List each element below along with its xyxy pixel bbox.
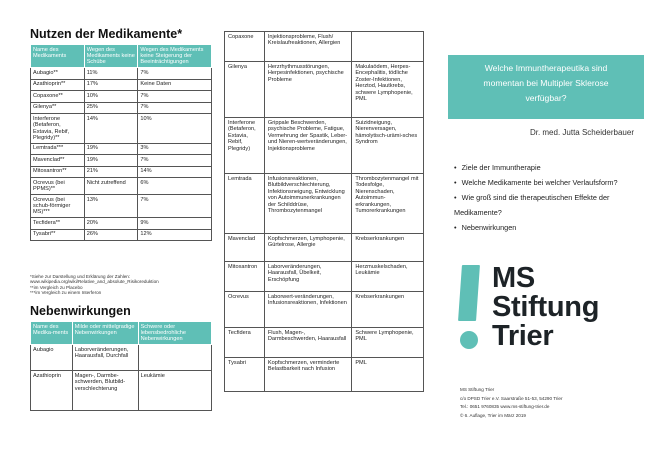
cell-value: 7% bbox=[138, 195, 212, 218]
drug-name: Mitoxantron bbox=[225, 262, 265, 292]
nebenwirkungen-table bbox=[30, 321, 212, 411]
drug-name: Ocrevus (bei PPMS)** bbox=[31, 178, 85, 195]
nutzen-header-beeintraechtigung: Wegen des Medikaments keine Steigerung der Beeinträchtigungen bbox=[138, 45, 212, 68]
drug-name: Copaxone** bbox=[31, 91, 85, 103]
topic-list bbox=[454, 160, 644, 235]
drug-name: Tecfidera bbox=[225, 328, 265, 358]
cell-value: Herzrhythmusstörungen, Herpesinfektionen, psychische Probleme bbox=[264, 62, 351, 118]
cell-value: Thrombozytenmangel mit Todesfolge, Nierenschaden, Autoimmun-erkrankungen, Tumorerkrankungen bbox=[352, 174, 424, 234]
address-line: c/o DPSD Trier e.V. Saarstraße 51-53, 54290 Trier bbox=[460, 395, 563, 401]
cell-value: PML bbox=[352, 358, 424, 392]
table-row bbox=[31, 195, 212, 218]
neben-header-name: Name des Medika-ments bbox=[31, 322, 73, 345]
drug-name: Tysabri** bbox=[31, 229, 85, 241]
cell-value: Krebserkrankungen bbox=[352, 292, 424, 328]
cell-value: 20% bbox=[84, 218, 138, 230]
cell-value: 19% bbox=[84, 143, 138, 155]
drug-name: Gilenya bbox=[225, 62, 265, 118]
footnote-link[interactable]: www.wikipedia.org/wiki/Relative_and_absolute_Risikoreduktion bbox=[30, 279, 159, 285]
list-item: • Ziele der Immuntherapie bbox=[454, 160, 644, 175]
table-row bbox=[31, 371, 212, 411]
nutzen-header-name: Name des Medikaments bbox=[31, 45, 85, 68]
table-row bbox=[225, 328, 424, 358]
drug-name: Mitoxantron** bbox=[31, 166, 85, 178]
cell-value: Suizidneigung, Nierenversagen, hämolytisch-urämi-sches Syndrom bbox=[352, 118, 424, 174]
table-row bbox=[31, 68, 212, 80]
cell-value: Injektionsprobleme, Flush/ Kreislaufreaktionen, Allergien bbox=[264, 32, 351, 62]
cell-value: Flush, Magen-, Darmbeschwerden, Haarausfall bbox=[264, 328, 351, 358]
table-row bbox=[31, 345, 212, 371]
cell-value: Leukämie bbox=[138, 371, 211, 411]
cell-value: Laborveränderungen, Haarausfall, Übelkeit, Erschöpfung bbox=[264, 262, 351, 292]
drug-name: Azathioprin bbox=[31, 371, 73, 411]
cell-value: 25% bbox=[84, 102, 138, 114]
nutzen-table bbox=[30, 44, 212, 241]
table-row bbox=[31, 114, 212, 144]
drug-name: Ocrevus bbox=[225, 292, 265, 328]
author: Dr. med. Jutta Scheiderbauer bbox=[529, 128, 634, 137]
banner-line: momentan bei Multipler Sklerose bbox=[483, 78, 609, 88]
drug-name: Interferone (Betaferon, Extavia, Rebif, Plegridy)** bbox=[31, 114, 85, 144]
logo-line: MS bbox=[492, 262, 535, 294]
cell-value: 6% bbox=[138, 178, 212, 195]
cell-value: Keine Daten bbox=[138, 79, 212, 91]
cell-value: 14% bbox=[84, 114, 138, 144]
table-row bbox=[31, 91, 212, 103]
cell-value: 21% bbox=[84, 166, 138, 178]
nutzen-title: Nutzen der Medikamente* bbox=[30, 27, 183, 41]
logo-dot bbox=[460, 331, 478, 349]
cover-panel bbox=[448, 0, 644, 467]
list-item: • Welche Medikamente bei welcher Verlaufsform? bbox=[454, 175, 644, 190]
cell-value: 3% bbox=[138, 143, 212, 155]
table-row bbox=[31, 178, 212, 195]
footnote: *Siehe zur Darstellung und Erklärung der Zahlen: bbox=[30, 274, 131, 279]
cell-value: Grippale Beschwerden, psychische Probleme, Fatigue, Vermehrung der Spastik, Leber- und Nieren-wertveränderungen, Injektionsprobleme bbox=[264, 118, 351, 174]
table-row bbox=[225, 62, 424, 118]
drug-name: Copaxone bbox=[225, 32, 265, 62]
neben-header-schwer: Schwere oder lebensbedrohliche Nebenwirkungen bbox=[138, 322, 211, 345]
cell-value: Krebserkrankungen bbox=[352, 234, 424, 262]
nutzen-header-schuebe: Wegen des Medikaments keine Schübe bbox=[84, 45, 138, 68]
cell-value: Laborwert-veränderungen, Infusionsreaktionen, Infektionen bbox=[264, 292, 351, 328]
cell-value: 26% bbox=[84, 229, 138, 241]
title-banner bbox=[448, 55, 644, 119]
list-item: • Nebenwirkungen bbox=[454, 220, 644, 235]
drug-name: Lemtrada*** bbox=[31, 143, 85, 155]
table-row bbox=[225, 262, 424, 292]
table-row bbox=[225, 174, 424, 234]
table-row bbox=[31, 155, 212, 167]
logo-line: Stiftung bbox=[492, 291, 600, 323]
table-row bbox=[31, 218, 212, 230]
nutzen-header-row bbox=[31, 45, 212, 68]
address-line: © 6. Auflage, Trier im März 2019 bbox=[460, 412, 526, 418]
drug-name: Interferone (Betaferon, Extavia, Rebif, Plegridy) bbox=[225, 118, 265, 174]
table-row bbox=[31, 166, 212, 178]
drug-name: Ocrevus (bei schub-förmiger MS)*** bbox=[31, 195, 85, 218]
cell-value: Infusionsreaktionen, Blutbildverschlechterung, Infektionsneigung, Entwicklung von Autoimmunerkrankungen der Schilddrüse, Thrombozytenmangel bbox=[264, 174, 351, 234]
logo-bar bbox=[458, 265, 480, 321]
drug-name: Azathioprin** bbox=[31, 79, 85, 91]
table-row bbox=[31, 79, 212, 91]
banner-line: Welche Immuntherapeutika sind bbox=[484, 63, 608, 73]
cell-value: 10% bbox=[138, 114, 212, 144]
cell-value bbox=[138, 345, 211, 371]
footnotes bbox=[30, 274, 159, 296]
middle-panel bbox=[224, 0, 424, 467]
list-item: • Wie groß sind die therapeutischen Effekte der Medikamente? bbox=[454, 190, 644, 220]
cell-value: Kopfschmerzen, Lymphopenie, Gürtelrose, Allergie bbox=[264, 234, 351, 262]
table-row bbox=[31, 143, 212, 155]
drug-name: Tecfidera** bbox=[31, 218, 85, 230]
exclamation-logo-icon bbox=[458, 265, 486, 353]
footnote: **im Vergleich zu Placebo bbox=[30, 284, 83, 290]
cell-value: 7% bbox=[138, 91, 212, 103]
cell-value: Kopfschmerzen, verminderte Belastbarkeit nach Infusion bbox=[264, 358, 351, 392]
drug-name: Aubagio** bbox=[31, 68, 85, 80]
nebenwirkungen-continued-table bbox=[224, 31, 424, 392]
cell-value: 13% bbox=[84, 195, 138, 218]
cell-value: 7% bbox=[138, 155, 212, 167]
drug-name: Lemtrada bbox=[225, 174, 265, 234]
cell-value: 10% bbox=[84, 91, 138, 103]
table-row bbox=[225, 292, 424, 328]
cell-value: Nicht zutreffend bbox=[84, 178, 138, 195]
logo-line: Trier bbox=[492, 320, 554, 352]
cell-value: 11% bbox=[84, 68, 138, 80]
cell-value: 14% bbox=[138, 166, 212, 178]
cell-value: Schwere Lymphopenie, PML bbox=[352, 328, 424, 358]
footnote: ***im Vergleich zu einem Interferon bbox=[30, 290, 102, 296]
address-line: Tel.: 0651 9760835 www.ms-stiftung-trier.de bbox=[460, 404, 550, 410]
cell-value: Magen-, Darmbe-schwerden, Blutbild-verschlechterung bbox=[72, 371, 138, 411]
drug-name: Tysabri bbox=[225, 358, 265, 392]
nebenwirkungen-title: Nebenwirkungen bbox=[30, 304, 131, 318]
drug-name: Gilenya** bbox=[31, 102, 85, 114]
table-row bbox=[225, 32, 424, 62]
cell-value: 12% bbox=[138, 229, 212, 241]
table-row bbox=[31, 102, 212, 114]
cell-value: 9% bbox=[138, 218, 212, 230]
table-row bbox=[225, 358, 424, 392]
cell-value: 17% bbox=[84, 79, 138, 91]
table-row bbox=[225, 118, 424, 174]
neben-header-row bbox=[31, 322, 212, 345]
cell-value: 7% bbox=[138, 102, 212, 114]
table-row bbox=[31, 229, 212, 241]
cell-value: 19% bbox=[84, 155, 138, 167]
cell-value: Herzmuskelschaden, Leukämie bbox=[352, 262, 424, 292]
drug-name: Mavenclad** bbox=[31, 155, 85, 167]
publisher-address bbox=[460, 386, 562, 420]
cell-value: 7% bbox=[138, 68, 212, 80]
drug-name: Mavenclad bbox=[225, 234, 265, 262]
cell-value: Makulaödem, Herpes-Encephalitis, tödliche Zoster-Infektionen, Herztod, Hautkrebs, schwere Lymphopenie, PML bbox=[352, 62, 424, 118]
banner-line: verfügbar? bbox=[525, 93, 567, 103]
left-panel bbox=[30, 0, 212, 467]
cell-value: Laborveränderungen, Haarausfall, Durchfall bbox=[72, 345, 138, 371]
table-row bbox=[225, 234, 424, 262]
neben-header-mild: Milde oder mittelgradige Nebenwirkungen bbox=[72, 322, 138, 345]
address-line: MS Stiftung Trier bbox=[460, 387, 495, 392]
cell-value bbox=[352, 32, 424, 62]
drug-name: Aubagio bbox=[31, 345, 73, 371]
logo-wordmark bbox=[492, 264, 599, 351]
